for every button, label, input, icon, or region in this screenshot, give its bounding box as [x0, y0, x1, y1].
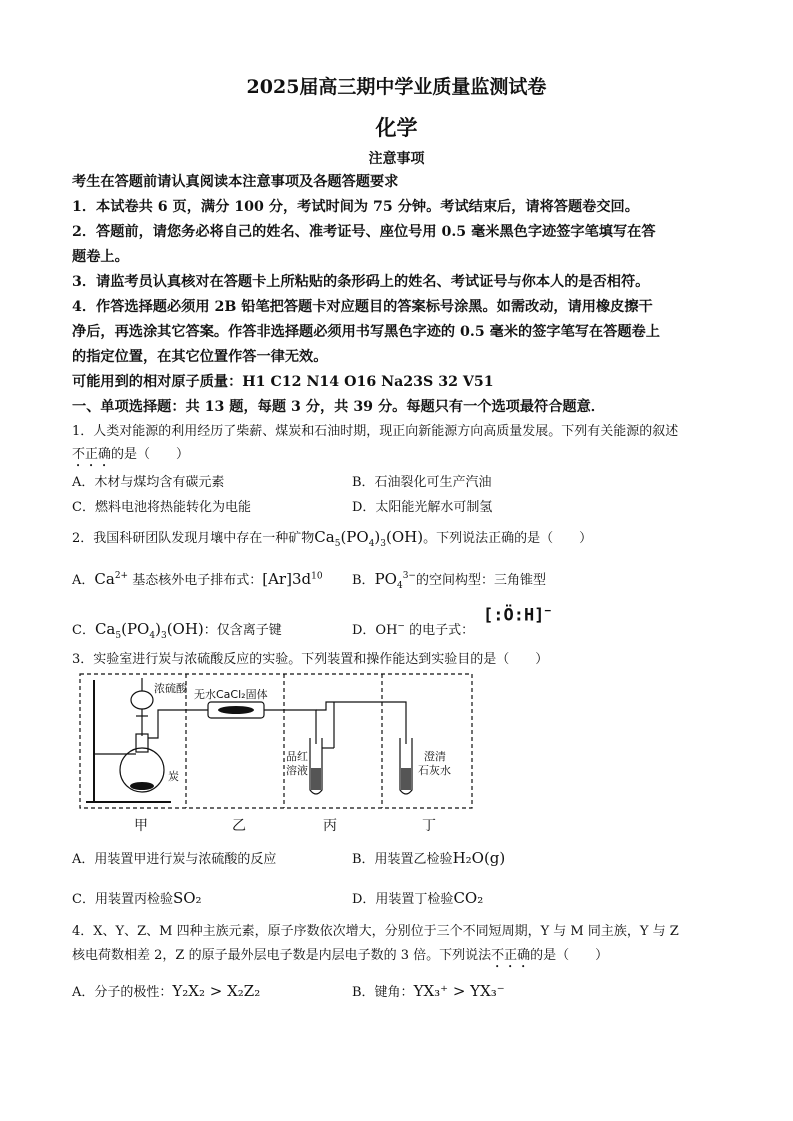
q1-option-d: D．太阳能光解水可制氢 [352, 500, 493, 515]
notice-item-4c: 的指定位置，在其它位置作答一律无效。 [72, 349, 328, 365]
q4-emphasis: 不正确 [491, 948, 531, 963]
q2-option-c [72, 619, 282, 641]
notice-item-1: 1．本试卷共 6 页，满分 100 分，考试时间为 75 分钟。考试结束后，请将答题卷交回。 [72, 199, 639, 215]
q3-stem: 3．实验室进行炭与浓硫酸反应的实验。下列装置和操作能达到实验目的是（ ） [72, 652, 549, 667]
label-conc-sulfuric-acid: 浓硫酸 [154, 682, 187, 695]
notice-item-2a: 2．答题前，请您务必将自己的姓名、准考证号、座位号用 0.5 毫米黑色字迹签字笔填写在答 [72, 224, 656, 240]
q1-option-c: C．燃料电池将热能转化为电能 [72, 500, 251, 515]
label-solution: 溶液 [286, 764, 308, 777]
label-pinhong: 品红 [286, 750, 308, 763]
q4-stem-a: 4．X、Y、Z、M 四种主族元素，原子序数依次增大，分别位于三个不同短周期，Y 与 M 同主族，Y 与 Z [72, 924, 679, 939]
q2-a-text: 基态核外电子排布式： [132, 573, 263, 588]
q3-option-b [352, 848, 505, 867]
q2-b-text: 的空间构型：三角锥型 [415, 573, 546, 588]
carbon-solid [130, 782, 154, 790]
q4-stem-b [72, 944, 727, 971]
label-limewater: 石灰水 [418, 764, 451, 777]
q2-d-text: 的电子式： [404, 623, 475, 638]
lewis-dot-text: [:Ö:H] [483, 605, 545, 626]
q3-option-d [352, 888, 483, 907]
cacl2-solid [218, 706, 254, 714]
q2-d-prefix: D．OH [352, 623, 398, 638]
q2-stem-pre: 2．我国科研团队发现月壤中存在一种矿物 [72, 531, 315, 546]
q3-d-text: D．用装置丁检验 [352, 892, 454, 907]
q2-c-text: ：仅含离子键 [203, 623, 282, 638]
q3-b-formula: H₂O(g) [452, 849, 506, 867]
q2-stem [72, 527, 592, 549]
notice-heading: 注意事项 [368, 151, 425, 167]
q4-stem-rest: 的是（ ） [530, 948, 609, 963]
delivery-tube-2 [264, 710, 316, 744]
notice-intro: 考生在答题前请认真阅读本注意事项及各题答题要求 [72, 174, 399, 190]
notice-item-4b: 净后，再选涂其它答案。作答非选择题必须用书写黑色字迹的 0.5 毫米的签字笔写在答题卷上 [72, 324, 660, 340]
q1-option-b: B．石油裂化可生产汽油 [352, 475, 492, 490]
hydroxide-lewis-structure: [:Ö:H]− [483, 604, 552, 626]
q2-option-d: D．OH− 的电子式： [352, 621, 475, 638]
apparatus-diagram [76, 672, 474, 812]
q2-mineral-formula: $Ca_5(PO_4)_3(OH)$ [314, 528, 424, 549]
q3-b-text: B．用装置乙检验 [352, 852, 453, 867]
q4-a-text: A．分子的极性： [72, 985, 173, 1000]
q4-b-text: B．键角： [352, 985, 414, 1000]
limewater-liquid [401, 768, 411, 790]
q2-c-formula: $Ca_5(PO_4)_3(OH)$ [94, 620, 204, 641]
label-bing: 丙 [323, 818, 337, 834]
notice-item-4a: 4．作答选择题必须用 2B 铅笔把答题卡对应题目的答案标号涂黑。如需改动，请用橡皮擦干 [72, 299, 653, 315]
pinhong-liquid [311, 768, 321, 790]
q3-c-formula: SO₂ [172, 889, 202, 907]
label-carbon: 炭 [168, 770, 179, 783]
q4-a-formula: Y₂X₂ > X₂Z₂ [172, 982, 261, 1000]
q2-c-prefix: C． [72, 623, 95, 638]
q2-a-ion: $Ca^{2+}$ [94, 570, 129, 588]
label-jia: 甲 [134, 818, 148, 834]
q2-a-prefix: A． [72, 573, 95, 588]
notice-item-2b: 题卷上。 [72, 249, 129, 265]
section-heading: 一、单项选择题：共 13 题，每题 3 分，共 39 分。每题只有一个选项最符合题意． [72, 399, 605, 415]
q2-option-a [72, 569, 323, 588]
q2-a-config: [Ar]3d [262, 570, 312, 588]
label-clear: 澄清 [424, 750, 446, 763]
q3-option-c [72, 888, 202, 907]
label-ding: 丁 [422, 818, 436, 834]
q1-stem-b [72, 443, 727, 470]
subject-title: 化学 [375, 115, 418, 140]
q4-option-b [352, 981, 505, 1000]
q2-a-sup: 10 [311, 571, 323, 582]
delivery-tube-3 [316, 702, 406, 744]
q2-option-b [352, 569, 546, 591]
exam-title: 2025届高三期中学业质量监测试卷 [246, 76, 547, 98]
q3-c-text: C．用装置丙检验 [72, 892, 173, 907]
q3-option-a: A．用装置甲进行炭与浓硫酸的反应 [72, 852, 277, 867]
q2-b-ion: $PO_4^{3-}$ [374, 570, 416, 591]
q4-option-a [72, 981, 260, 1000]
q4-stem-pre: 核电荷数相差 2，Z 的原子最外层电子数是内层电子数的 3 倍。下列说法 [72, 948, 492, 963]
label-anhydrous-cacl2: 无水CaCl₂固体 [194, 688, 268, 701]
q3-d-formula: CO₂ [453, 889, 484, 907]
q1-option-a: A．木材与煤均含有碳元素 [72, 475, 225, 490]
atomic-mass-line: 可能用到的相对原子质量：H1 C12 N14 O16 Na23S 32 V51 [72, 374, 494, 390]
q2-stem-post: 。下列说法正确的是（ ） [423, 531, 593, 546]
q1-stem-rest: 的是（ ） [111, 447, 190, 462]
separatory-funnel [131, 691, 153, 709]
delivery-tube-1 [148, 710, 208, 738]
q4-b-formula: YX₃⁺ > YX₃⁻ [413, 982, 505, 1000]
q1-emphasis: 不正确 [72, 447, 112, 462]
flask-neck [136, 734, 148, 752]
notice-item-3: 3．请监考员认真核对在答题卡上所粘贴的条形码上的姓名、考试证号与你本人的是否相符。 [72, 274, 650, 290]
label-yi: 乙 [232, 818, 246, 834]
q2-b-prefix: B． [352, 573, 375, 588]
q1-stem-a: 1．人类对能源的利用经历了柴薪、煤炭和石油时期，现正向新能源方向高质量发展。下列有关能源的叙述 [72, 424, 679, 439]
